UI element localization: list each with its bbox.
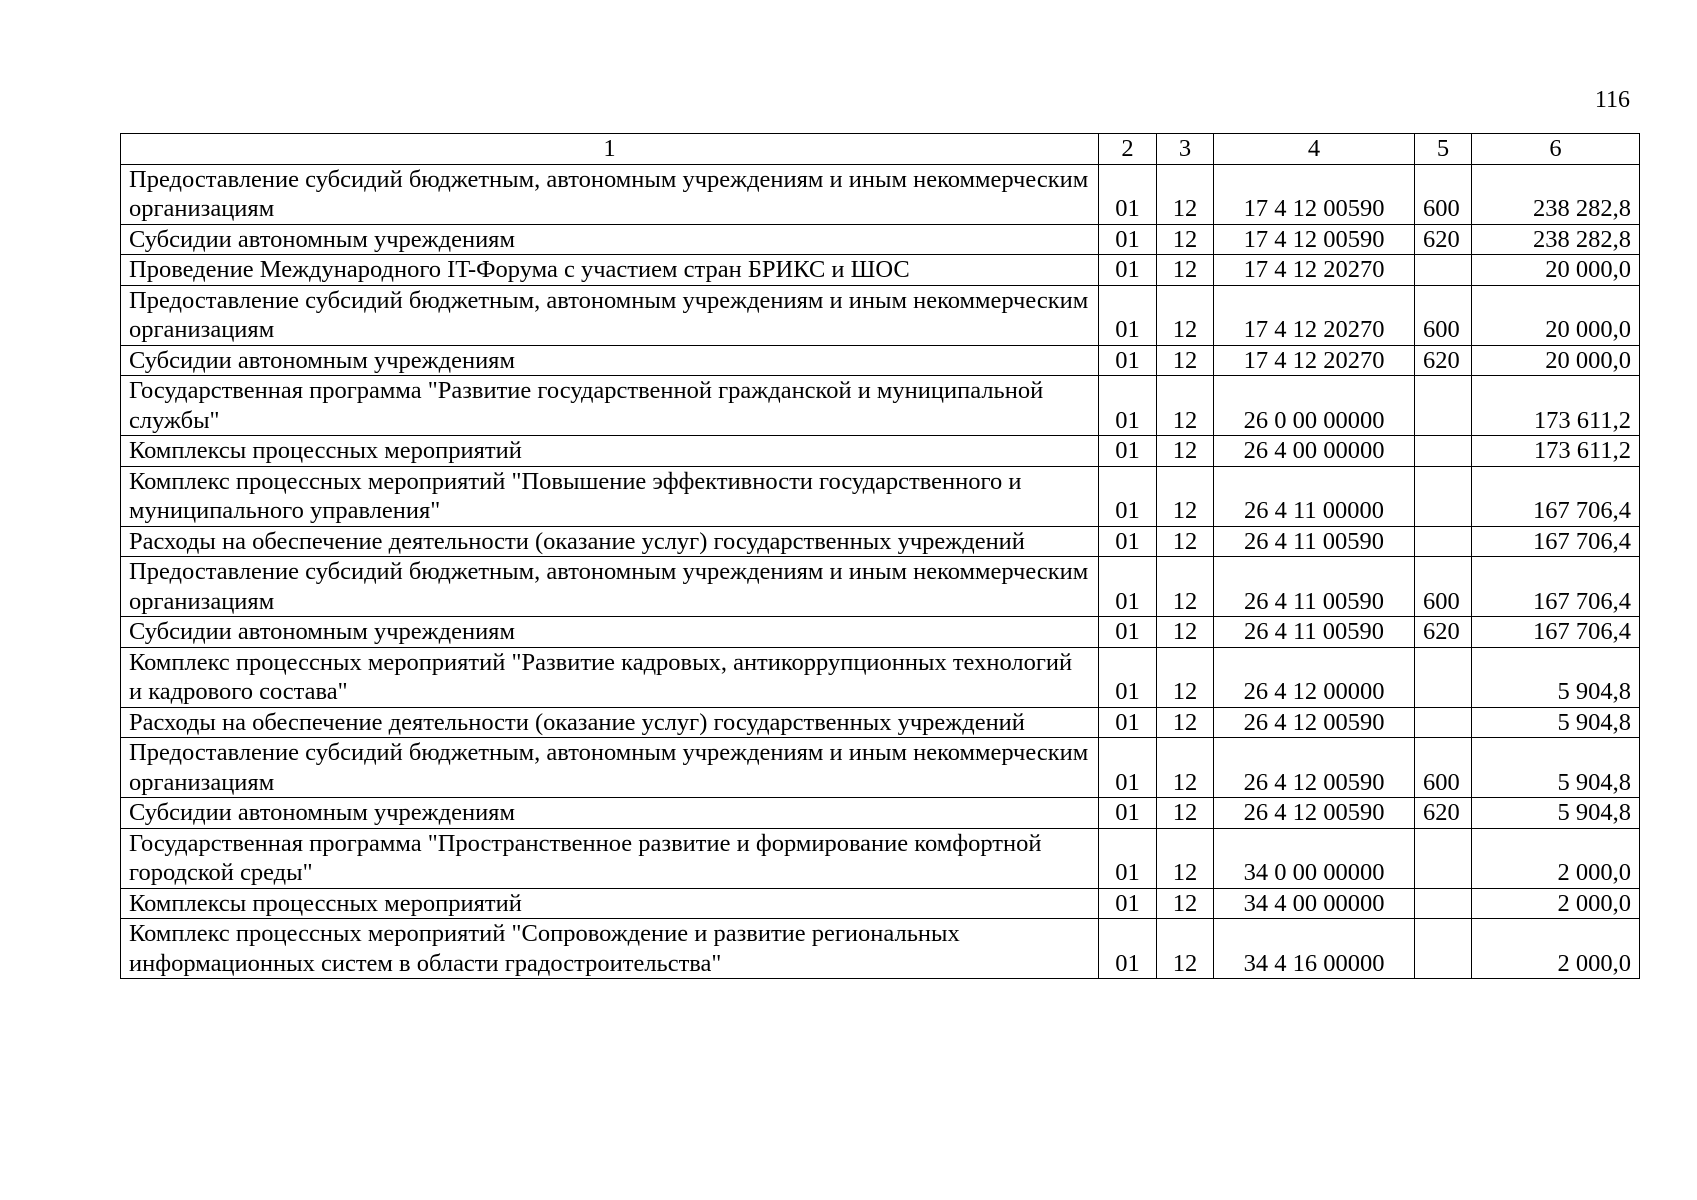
- cell-target-article: 26 4 11 00590: [1214, 557, 1415, 617]
- cell-name: Предоставление субсидий бюджетным, автономным учреждениям и иным некоммерческим организациям: [121, 285, 1099, 345]
- table-row: [121, 526, 1640, 557]
- cell-amount: 238 282,8: [1472, 164, 1640, 224]
- budget-table: [120, 133, 1640, 979]
- table-header-row: [121, 134, 1640, 165]
- cell-target-article: 17 4 12 00590: [1214, 224, 1415, 255]
- table-row: [121, 798, 1640, 829]
- cell-target-article: 17 4 12 20270: [1214, 285, 1415, 345]
- table-row: [121, 738, 1640, 798]
- cell-section: 01: [1099, 707, 1157, 738]
- cell-subsection: 12: [1157, 224, 1214, 255]
- cell-section: 01: [1099, 738, 1157, 798]
- cell-amount: 238 282,8: [1472, 224, 1640, 255]
- cell-name: Предоставление субсидий бюджетным, автономным учреждениям и иным некоммерческим организациям: [121, 164, 1099, 224]
- cell-expense-type: 600: [1415, 738, 1472, 798]
- cell-expense-type: 620: [1415, 345, 1472, 376]
- table-row: [121, 255, 1640, 286]
- cell-section: 01: [1099, 647, 1157, 707]
- cell-amount: 20 000,0: [1472, 285, 1640, 345]
- table-row: [121, 647, 1640, 707]
- cell-name: Субсидии автономным учреждениям: [121, 798, 1099, 829]
- cell-expense-type: [1415, 828, 1472, 888]
- cell-name: Комплекс процессных мероприятий "Повышение эффективности государственного и муниципального управления": [121, 466, 1099, 526]
- cell-section: 01: [1099, 798, 1157, 829]
- table-row: [121, 224, 1640, 255]
- cell-subsection: 12: [1157, 255, 1214, 286]
- table-row: [121, 345, 1640, 376]
- cell-name: Государственная программа "Пространственное развитие и формирование комфортной городской среды": [121, 828, 1099, 888]
- column-header-1: 1: [121, 134, 1099, 165]
- cell-amount: 167 706,4: [1472, 617, 1640, 648]
- page-number: 116: [1594, 87, 1630, 113]
- cell-section: 01: [1099, 919, 1157, 979]
- cell-section: 01: [1099, 376, 1157, 436]
- cell-name: Комплекс процессных мероприятий "Развитие кадровых, антикоррупционных технологий и кадрового состава": [121, 647, 1099, 707]
- table-row: [121, 828, 1640, 888]
- table-row: [121, 888, 1640, 919]
- cell-subsection: 12: [1157, 707, 1214, 738]
- cell-target-article: 26 4 12 00000: [1214, 647, 1415, 707]
- cell-amount: 173 611,2: [1472, 376, 1640, 436]
- cell-subsection: 12: [1157, 376, 1214, 436]
- cell-name: Субсидии автономным учреждениям: [121, 617, 1099, 648]
- cell-subsection: 12: [1157, 345, 1214, 376]
- cell-subsection: 12: [1157, 466, 1214, 526]
- cell-expense-type: [1415, 255, 1472, 286]
- cell-section: 01: [1099, 164, 1157, 224]
- cell-section: 01: [1099, 526, 1157, 557]
- cell-subsection: 12: [1157, 617, 1214, 648]
- cell-amount: 20 000,0: [1472, 255, 1640, 286]
- cell-name: Субсидии автономным учреждениям: [121, 224, 1099, 255]
- table-row: [121, 557, 1640, 617]
- cell-name: Комплексы процессных мероприятий: [121, 436, 1099, 467]
- table-row: [121, 436, 1640, 467]
- cell-target-article: 26 4 12 00590: [1214, 798, 1415, 829]
- cell-subsection: 12: [1157, 888, 1214, 919]
- table-row: [121, 919, 1640, 979]
- cell-target-article: 26 4 00 00000: [1214, 436, 1415, 467]
- cell-amount: 167 706,4: [1472, 466, 1640, 526]
- cell-expense-type: 600: [1415, 557, 1472, 617]
- cell-expense-type: [1415, 526, 1472, 557]
- cell-target-article: 17 4 12 00590: [1214, 164, 1415, 224]
- cell-section: 01: [1099, 285, 1157, 345]
- cell-section: 01: [1099, 828, 1157, 888]
- cell-subsection: 12: [1157, 164, 1214, 224]
- table-row: [121, 617, 1640, 648]
- cell-subsection: 12: [1157, 436, 1214, 467]
- table-row: [121, 164, 1640, 224]
- cell-target-article: 26 4 11 00590: [1214, 526, 1415, 557]
- cell-expense-type: [1415, 888, 1472, 919]
- cell-name: Предоставление субсидий бюджетным, автономным учреждениям и иным некоммерческим организациям: [121, 738, 1099, 798]
- cell-amount: 5 904,8: [1472, 647, 1640, 707]
- cell-target-article: 34 0 00 00000: [1214, 828, 1415, 888]
- column-header-6: 6: [1472, 134, 1640, 165]
- cell-name: Комплексы процессных мероприятий: [121, 888, 1099, 919]
- cell-target-article: 26 4 12 00590: [1214, 738, 1415, 798]
- cell-target-article: 26 4 11 00590: [1214, 617, 1415, 648]
- cell-subsection: 12: [1157, 798, 1214, 829]
- cell-expense-type: 620: [1415, 798, 1472, 829]
- cell-section: 01: [1099, 557, 1157, 617]
- cell-target-article: 26 4 11 00000: [1214, 466, 1415, 526]
- cell-expense-type: 620: [1415, 617, 1472, 648]
- column-header-2: 2: [1099, 134, 1157, 165]
- cell-target-article: 17 4 12 20270: [1214, 255, 1415, 286]
- cell-amount: 5 904,8: [1472, 798, 1640, 829]
- column-header-4: 4: [1214, 134, 1415, 165]
- cell-subsection: 12: [1157, 919, 1214, 979]
- cell-amount: 2 000,0: [1472, 828, 1640, 888]
- cell-expense-type: 620: [1415, 224, 1472, 255]
- cell-subsection: 12: [1157, 647, 1214, 707]
- cell-section: 01: [1099, 617, 1157, 648]
- cell-amount: 2 000,0: [1472, 919, 1640, 979]
- column-header-3: 3: [1157, 134, 1214, 165]
- cell-expense-type: [1415, 647, 1472, 707]
- cell-section: 01: [1099, 255, 1157, 286]
- cell-target-article: 26 4 12 00590: [1214, 707, 1415, 738]
- cell-name: Расходы на обеспечение деятельности (оказание услуг) государственных учреждений: [121, 707, 1099, 738]
- cell-amount: 20 000,0: [1472, 345, 1640, 376]
- cell-target-article: 34 4 00 00000: [1214, 888, 1415, 919]
- cell-name: Расходы на обеспечение деятельности (оказание услуг) государственных учреждений: [121, 526, 1099, 557]
- cell-subsection: 12: [1157, 285, 1214, 345]
- cell-amount: 5 904,8: [1472, 738, 1640, 798]
- cell-name: Субсидии автономным учреждениям: [121, 345, 1099, 376]
- cell-expense-type: [1415, 919, 1472, 979]
- cell-amount: 2 000,0: [1472, 888, 1640, 919]
- cell-name: Предоставление субсидий бюджетным, автономным учреждениям и иным некоммерческим организациям: [121, 557, 1099, 617]
- cell-amount: 173 611,2: [1472, 436, 1640, 467]
- cell-target-article: 26 0 00 00000: [1214, 376, 1415, 436]
- cell-subsection: 12: [1157, 557, 1214, 617]
- cell-expense-type: 600: [1415, 285, 1472, 345]
- table-row: [121, 466, 1640, 526]
- cell-target-article: 17 4 12 20270: [1214, 345, 1415, 376]
- cell-section: 01: [1099, 888, 1157, 919]
- table-row: [121, 376, 1640, 436]
- cell-expense-type: [1415, 376, 1472, 436]
- cell-section: 01: [1099, 345, 1157, 376]
- cell-subsection: 12: [1157, 738, 1214, 798]
- cell-section: 01: [1099, 466, 1157, 526]
- cell-amount: 167 706,4: [1472, 557, 1640, 617]
- cell-subsection: 12: [1157, 526, 1214, 557]
- cell-section: 01: [1099, 224, 1157, 255]
- cell-amount: 167 706,4: [1472, 526, 1640, 557]
- cell-expense-type: 600: [1415, 164, 1472, 224]
- cell-amount: 5 904,8: [1472, 707, 1640, 738]
- cell-subsection: 12: [1157, 828, 1214, 888]
- cell-expense-type: [1415, 436, 1472, 467]
- cell-expense-type: [1415, 707, 1472, 738]
- cell-name: Комплекс процессных мероприятий "Сопровождение и развитие региональных информационных систем в области градостроительства": [121, 919, 1099, 979]
- cell-target-article: 34 4 16 00000: [1214, 919, 1415, 979]
- column-header-5: 5: [1415, 134, 1472, 165]
- cell-expense-type: [1415, 466, 1472, 526]
- cell-name: Проведение Международного IT-Форума с участием стран БРИКС и ШОС: [121, 255, 1099, 286]
- cell-name: Государственная программа "Развитие государственной гражданской и муниципальной службы": [121, 376, 1099, 436]
- cell-section: 01: [1099, 436, 1157, 467]
- table-row: [121, 707, 1640, 738]
- table-row: [121, 285, 1640, 345]
